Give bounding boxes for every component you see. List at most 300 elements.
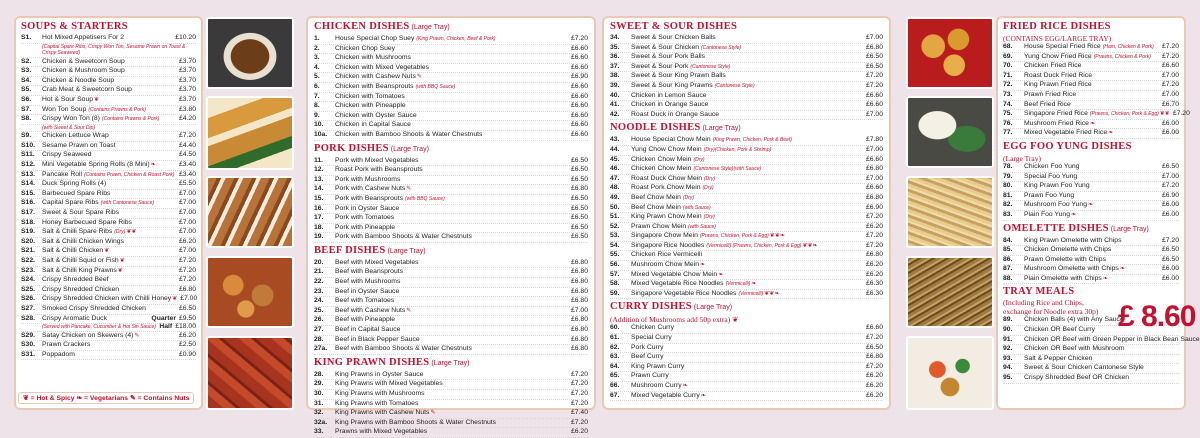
item-name: [335, 112, 568, 121]
item-name: [42, 295, 177, 304]
item-name: [42, 199, 176, 208]
item-name-text: Smoked Crispy Shredded Chicken: [42, 304, 146, 312]
item-price: £7.20: [570, 390, 588, 397]
item-name-text: Roast Duck in Orange Sauce: [631, 110, 720, 118]
item-name: [631, 280, 863, 289]
item-symbol: ❦❦: [126, 229, 137, 236]
item-name-text: King Prawns in Oyster Sauce: [335, 370, 424, 378]
item-number: 45.: [610, 155, 620, 163]
item-number: 52.: [610, 222, 620, 230]
kingprawn-title: KING PRAWN DISHES (Large Tray): [314, 356, 470, 368]
item-price: £6.90: [865, 203, 883, 211]
fried-rice-photo: [906, 96, 994, 168]
item-note: (Contains Prawns & Pork): [88, 106, 146, 113]
chow-mein-photo: [906, 256, 994, 328]
item-name-text: Capital Spare Ribs: [42, 199, 99, 207]
item-price: £7.80: [865, 136, 883, 144]
item-name-text: Salt & Chilli Chicken Wings: [42, 237, 124, 245]
item-name: [335, 297, 568, 306]
item-name-text: Roast Duck Chow Mein: [631, 174, 703, 182]
item-name-text: Chicken Balls (4) with Any Sauce: [1024, 316, 1124, 324]
menu-item: [21, 77, 196, 87]
item-name-text: Prawn Crackers: [42, 341, 91, 349]
item-number: 62.: [610, 343, 620, 351]
item-number: 89.: [1003, 316, 1013, 324]
menu-item: [610, 92, 883, 102]
item-name-text: Chicken OR Beef Curry: [1024, 326, 1096, 334]
menu-item: [314, 35, 588, 45]
item-name-text: Plain Omelette with Chips: [1024, 274, 1102, 282]
item-number: 8.: [314, 102, 320, 110]
item-name: [335, 224, 568, 233]
item-number: S31.: [21, 350, 35, 358]
item-number: 5.: [314, 73, 320, 81]
item-name-text: King Prawns with Tomatoes: [335, 399, 419, 407]
item-number: 81.: [1003, 191, 1013, 199]
pork-title: PORK DISHES (Large Tray): [314, 142, 429, 154]
menu-item: [1003, 364, 1179, 374]
item-price: £7.00: [570, 306, 588, 314]
item-price: £7.20: [178, 266, 196, 274]
item-name: [335, 326, 568, 335]
item-number: S7.: [21, 105, 32, 113]
item-name-text: Beef Chow Mein: [631, 203, 681, 211]
menu-item: [314, 131, 588, 141]
item-name: [1024, 345, 1179, 354]
item-name-text: Chicken in Lemon Sauce: [631, 91, 707, 99]
menu-item: [1003, 182, 1179, 192]
item-price: £7.20: [865, 213, 883, 221]
menu-item: [314, 288, 588, 298]
menu-item: [610, 251, 883, 261]
item-symbol: ❧: [700, 392, 706, 399]
item-price: £6.00: [1161, 129, 1179, 137]
item-price: £6.60: [570, 63, 588, 71]
menu-item: [21, 341, 196, 351]
item-number: 94.: [1003, 364, 1013, 372]
chicken-title: CHICKEN DISHES (Large Tray): [314, 21, 450, 32]
menu-item: [314, 428, 588, 438]
item-name-text: Beef in Oyster Sauce: [335, 287, 400, 295]
noodle-title: NOODLE DISHES (Large Tray): [610, 122, 741, 134]
item-price: £3.70: [178, 67, 196, 75]
item-note: (with BBQ Sauce): [405, 195, 445, 202]
menu-item: [610, 165, 883, 175]
legend: ❦ = Hot & Spicy ❧ = Vegetarians ✎ = Contains Nuts: [18, 392, 194, 404]
menu-item: [1003, 275, 1179, 285]
item-name: [335, 166, 568, 175]
item-name-text: Chicken Fried Rice: [1024, 62, 1082, 70]
item-price: £6.80: [570, 297, 588, 305]
item-price: £6.80: [865, 165, 883, 173]
item-note: (Dry): [703, 214, 715, 221]
menu-item: [314, 195, 588, 205]
item-name: [42, 315, 148, 324]
item-price: £6.60: [865, 91, 883, 99]
item-name-text: Singapore Fried Rice: [1024, 110, 1088, 118]
noodles-photo: [906, 176, 994, 248]
item-name-text: Honey Barbecued Spare Ribs: [42, 218, 132, 226]
item-symbol: ❧: [751, 281, 757, 288]
item-note: (Prawns, Chicken & Pork): [1093, 53, 1151, 60]
menu-item: [610, 63, 883, 73]
item-subline-text: (with Sweet & Sour Dip): [42, 124, 96, 131]
item-number: 4.: [314, 63, 320, 71]
item-price: £7.00: [178, 218, 196, 226]
item-note: (with BBQ Sauce): [415, 83, 456, 90]
menu-item: [21, 190, 196, 200]
menu-item: [314, 93, 588, 103]
item-number: 33.: [314, 428, 324, 436]
item-name: [1024, 374, 1179, 383]
item-price: £7.20: [1161, 43, 1179, 50]
item-number: 21.: [314, 268, 324, 276]
item-number: 60.: [610, 324, 620, 332]
item-name-text: Satay Chicken on Skewers (4): [42, 331, 134, 339]
item-name: [42, 132, 176, 141]
menu-item: [21, 142, 196, 152]
item-number: 10.: [314, 121, 324, 129]
item-name: [335, 73, 568, 82]
item-note: (Dry): [702, 185, 714, 192]
item-price: £7.20: [570, 370, 588, 378]
item-name-text: Roast Pork Chow Mein: [631, 184, 701, 192]
item-name: [335, 278, 568, 287]
item-price: £6.50: [865, 343, 883, 351]
item-symbol: ❦❦❧: [769, 233, 785, 240]
menu-item: [610, 213, 883, 223]
menu-item: [610, 382, 883, 392]
item-name: [631, 204, 863, 213]
item-price: £6.20: [865, 391, 883, 399]
item-name-text: Barbecued Spare Ribs: [42, 189, 111, 197]
item-price: £7.20: [570, 418, 588, 426]
item-note: (Contains Prawn, Chicken & Roast Pork): [84, 171, 175, 178]
item-name-text: King Prawns with Mushrooms: [335, 390, 425, 397]
item-name: [631, 184, 863, 193]
item-name-text: Beef with Cashew Nuts: [335, 306, 406, 314]
item-name: [335, 288, 568, 297]
item-name: [335, 131, 568, 140]
item-name-text: Crispy Won Ton (8): [42, 115, 100, 123]
menu-item: [314, 409, 588, 419]
item-name: [42, 171, 176, 180]
item-name-text: Crispy Seaweed: [42, 151, 92, 159]
menu-item: [21, 96, 196, 106]
item-note: (with Sauce): [688, 223, 716, 230]
item-price: £6.80: [570, 258, 588, 266]
item-name-text: Crispy Shredded Beef OR Chicken: [1024, 374, 1130, 382]
item-symbol: ❦: [104, 248, 110, 255]
friedrice-subtitle: (CONTAINS EGG/LARGE TRAY): [1003, 34, 1112, 43]
item-name: [42, 267, 176, 276]
item-price: £7.00: [178, 199, 196, 207]
item-price: £6.50: [570, 204, 588, 212]
item-price: £6.80: [570, 268, 588, 276]
item-number: 83.: [1003, 210, 1013, 218]
item-name: [42, 276, 176, 285]
item-name-text: Mixed Vegetable Curry: [631, 391, 700, 399]
item-price: £7.00: [178, 189, 196, 197]
item-price: £6.20: [570, 428, 588, 436]
item-name: [1024, 211, 1159, 220]
menu-item: [610, 204, 883, 214]
menu-item: [610, 232, 883, 242]
item-name: [335, 64, 568, 73]
item-name: [631, 63, 863, 72]
item-name-text: Poppadom: [42, 350, 75, 358]
item-name-text: Chicken Rice Vermicelli: [631, 251, 703, 259]
item-price: £6.80: [570, 335, 588, 343]
menu-item: [21, 132, 196, 142]
item-note: (Dry): [693, 156, 705, 163]
item-name: [631, 334, 863, 343]
item-name-text: Singapore Vegetable Rice Noodles: [631, 289, 737, 297]
item-symbol: ❧: [700, 262, 706, 269]
item-number: 69.: [1003, 52, 1013, 60]
item-name: [631, 165, 863, 174]
item-name: [42, 180, 176, 189]
item-price: £7.20: [570, 35, 588, 42]
item-name-text: Chicken Curry: [631, 324, 675, 332]
menu-item: [314, 297, 588, 307]
item-price: £6.60: [570, 102, 588, 110]
item-price: £0.90: [178, 350, 196, 358]
item-price: £6.50: [570, 233, 588, 241]
item-name-text: Pork Curry: [631, 343, 664, 351]
item-name: [42, 34, 172, 43]
item-price: £6.50: [570, 194, 588, 202]
item-name-text: Mushroom Foo Yung: [1024, 201, 1087, 209]
item-price: £7.20: [865, 334, 883, 342]
item-number: 64.: [610, 362, 620, 370]
item-name-text: Mushroom Chow Mein: [631, 261, 699, 269]
item-number: 93.: [1003, 354, 1013, 362]
item-price: £6.20: [865, 270, 883, 278]
item-number: 92.: [1003, 345, 1013, 353]
item-symbol: ✎: [416, 74, 422, 81]
menu-item: [21, 106, 196, 116]
item-price: £6.50: [570, 223, 588, 231]
item-name-text: Chicken with Oyster Sauce: [335, 111, 417, 119]
item-name: [631, 242, 863, 251]
item-name-text: Beef Chow Mein: [631, 193, 681, 201]
item-name-text: Crab Meat & Sweetcorn Soup: [42, 86, 132, 94]
item-number: 3.: [314, 54, 320, 62]
item-number: 42.: [610, 110, 620, 118]
menu-item: [21, 199, 196, 209]
menu-item: [21, 219, 196, 229]
item-name-text: Chicken Lettuce Wrap: [42, 132, 109, 140]
item-name: [1024, 120, 1159, 129]
item-name: [631, 111, 863, 120]
item-name-text: Chicken & Noodle Soup: [42, 76, 115, 84]
item-name: [631, 53, 863, 62]
item-number: 53.: [610, 232, 620, 240]
item-price: £7.20: [178, 276, 196, 284]
item-price: £6.80: [570, 185, 588, 193]
item-name-text: King Prawn Fried Rice: [1024, 81, 1092, 89]
spring-rolls-photo: [206, 96, 294, 170]
item-name-text: Yung Chow Chow Mein: [631, 145, 702, 153]
item-number: 59.: [610, 289, 620, 297]
item-name-text: Prawn Chow Mein: [631, 222, 687, 230]
menu-item: [21, 34, 196, 44]
item-number: 25.: [314, 306, 324, 314]
menu-item: [314, 326, 588, 336]
item-price: £7.00: [180, 295, 198, 303]
item-name: [42, 257, 176, 266]
eggfoo-title: EGG FOO YUNG DISHES: [1003, 140, 1132, 152]
item-name-text: Crispy Aromatic Duck: [42, 314, 107, 322]
item-number: 38.: [610, 72, 620, 80]
item-name: [631, 101, 863, 110]
item-price: £6.90: [1161, 191, 1179, 199]
item-price: £6.20: [178, 237, 196, 245]
item-number: 43.: [610, 136, 620, 144]
item-price: £6.50: [570, 156, 588, 164]
item-price: £7.20: [1161, 182, 1179, 190]
item-name: [335, 83, 568, 92]
menu-item: [1003, 72, 1179, 82]
item-name: [42, 247, 176, 256]
item-name: [335, 195, 568, 204]
item-number: S1.: [21, 34, 32, 41]
item-name-text: Pork with Tomatoes: [335, 214, 395, 222]
menu-item: [610, 372, 883, 382]
item-price: £6.80: [865, 43, 883, 51]
item-number: S28.: [21, 314, 35, 322]
item-number: S17.: [21, 209, 35, 216]
item-symbol: ❦❦: [1159, 111, 1170, 118]
item-name-text: Chicken with Pineapple: [335, 102, 406, 110]
item-number: 44.: [610, 145, 620, 153]
item-number: S6.: [21, 95, 32, 103]
item-number: 23.: [314, 287, 324, 295]
item-name: [1024, 237, 1159, 246]
item-number: 28.: [314, 335, 324, 343]
item-name-text: Prawn Fried Rice: [1024, 90, 1077, 98]
menu-item: [314, 259, 588, 269]
menu-item: [610, 280, 883, 290]
item-note: (King Prawn, Chicken, Beef & Pork): [416, 36, 496, 42]
menu-item: [21, 286, 196, 296]
item-name-text: Won Ton Soup: [42, 105, 87, 113]
item-name-text: Sweet & Sour King Prawn Balls: [631, 72, 726, 80]
item-number: 65.: [610, 372, 620, 380]
item-price: £7.00: [1161, 172, 1179, 180]
item-name-text: Chicken with Mixed Vegetables: [335, 63, 430, 71]
item-number: 31.: [314, 399, 324, 407]
item-name-text: Chicken in Capital Sauce: [335, 121, 411, 129]
menu-item: [314, 224, 588, 234]
item-portion-label: Half: [159, 323, 173, 331]
item-price: £6.80: [570, 345, 588, 353]
item-name: [42, 142, 176, 151]
item-symbol: ❦: [119, 257, 125, 264]
item-name-text: Pork in Oyster Sauce: [335, 204, 400, 212]
item-number: 15.: [314, 194, 324, 202]
item-number: S19.: [21, 228, 35, 236]
menu-item: [21, 257, 196, 267]
menu-item: [21, 180, 196, 190]
item-name-text: Beef with Mushrooms: [335, 278, 401, 286]
item-number: 32.: [314, 409, 324, 417]
menu-item: [1003, 237, 1179, 247]
item-name: [335, 428, 568, 437]
item-name: [1024, 265, 1159, 274]
item-number: 56.: [610, 261, 620, 269]
item-name: [1024, 192, 1159, 201]
item-number: 26.: [314, 316, 324, 324]
item-price: £6.60: [865, 155, 883, 163]
item-price: £6.60: [570, 111, 588, 119]
menu-item: [314, 419, 588, 429]
item-symbol: ❧: [1102, 275, 1108, 282]
item-number: S27.: [21, 304, 35, 312]
item-price: £6.80: [570, 316, 588, 324]
item-name: [1024, 101, 1159, 110]
item-name: [1024, 201, 1159, 210]
menu-item: [314, 268, 588, 278]
item-name: [1024, 355, 1179, 364]
item-name-text: Chicken OR Beef with Mushroom: [1024, 345, 1125, 353]
item-symbol: ❦: [94, 96, 100, 103]
item-name-text: Sweet & Sour Chicken Balls: [631, 34, 716, 41]
item-name: [1024, 336, 1200, 345]
item-price: £7.00: [1161, 71, 1179, 79]
item-price: £6.50: [570, 175, 588, 183]
item-symbol: ❦: [117, 267, 123, 274]
item-number: 79.: [1003, 172, 1013, 180]
item-name: [631, 136, 863, 145]
menu-item: [1003, 62, 1179, 72]
item-number: 71.: [1003, 71, 1013, 79]
item-name: [631, 34, 863, 43]
item-name-text: Chicken with Tomatoes: [335, 92, 405, 100]
item-number: 84.: [1003, 236, 1013, 244]
item-price: £7.20: [865, 81, 883, 89]
item-number: S22.: [21, 256, 35, 264]
menu-item: [314, 83, 588, 93]
menu-item: [1003, 173, 1179, 183]
item-name-text: Chicken Chow Mein: [631, 165, 692, 173]
item-name-text: Beef with Pineapple: [335, 316, 396, 324]
item-price: £6.00: [1161, 265, 1179, 273]
item-number: S11.: [21, 151, 35, 159]
item-name-text: Beef with Mixed Vegetables: [335, 258, 419, 266]
item-name: [335, 390, 568, 399]
item-name-text: Chicken with Beansprouts: [335, 82, 414, 90]
item-price: £6.00: [1161, 274, 1179, 282]
item-name-text: House Special Chop Suey: [335, 35, 415, 42]
menu-item: [610, 101, 883, 111]
menu-item: [610, 290, 883, 300]
menu-item: [610, 261, 883, 271]
item-number: S24.: [21, 276, 35, 284]
item-number: S21.: [21, 247, 35, 255]
item-name: [631, 232, 863, 241]
menu-item: [1003, 256, 1179, 266]
item-symbol: ❧: [1070, 211, 1077, 218]
menu-item: [610, 334, 883, 344]
menu-item: [1003, 265, 1179, 275]
item-price: £5.50: [178, 180, 196, 188]
item-number: 7.: [314, 92, 320, 100]
item-number: 16.: [314, 204, 324, 212]
item-price: £7.20: [1161, 52, 1179, 60]
item-name-text: Chicken with Bamboo Shoots & Water Chestnuts: [335, 130, 483, 138]
